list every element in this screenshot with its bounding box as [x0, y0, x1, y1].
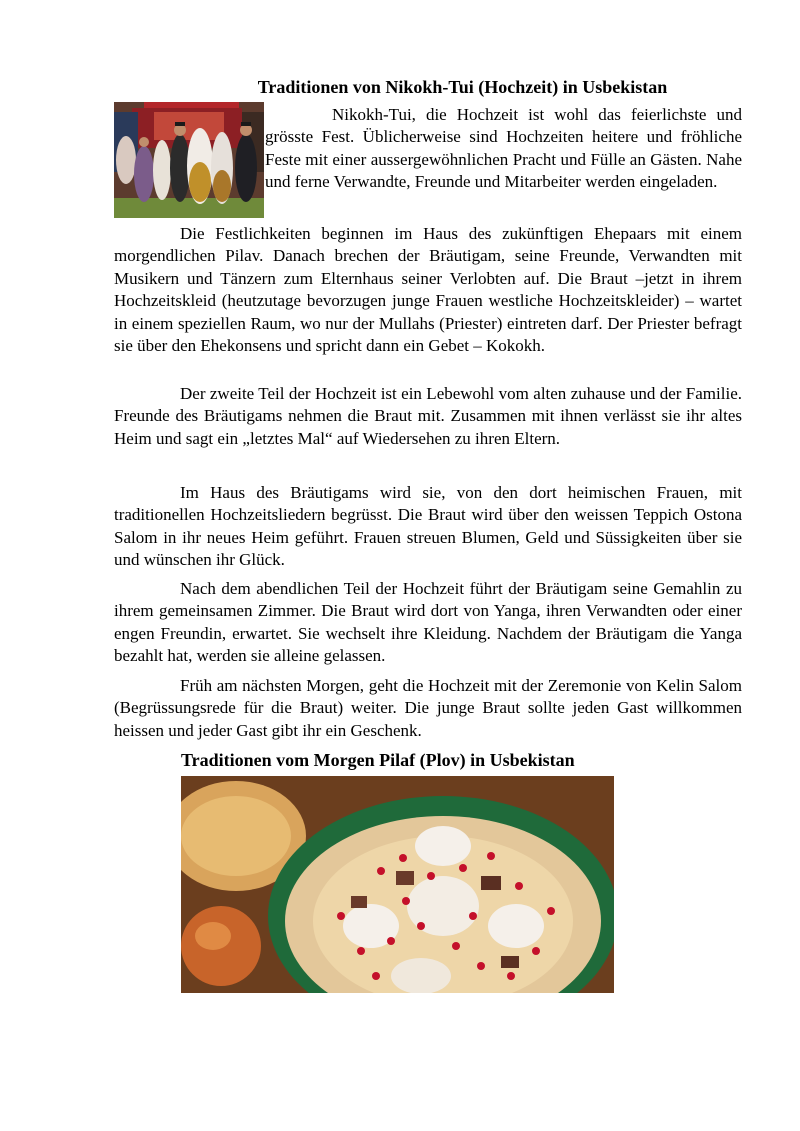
intro-paragraph: Nikokh-Tui, die Hochzeit ist wohl das feierlichste und grösste Fest. Üblicherweise sind Hochzeiten heitere und fröhliche Feste mit einer aussergewöhnlichen Pracht und Fülle an Gästen. Nahe und ferne Verwandte, Freunde und Mitarbeiter werden eingeladen. — [265, 105, 742, 192]
paragraph-farewell: Der zweite Teil der Hochzeit ist ein Lebewohl vom alten zuhause und der Familie. Freunde des Bräutigams nehmen die Braut mit. Zusammen mit ihnen verlässt sie ihr altes Heim und sagt ein „letztes Mal“ auf Wiedersehen zu ihren Eltern. — [114, 384, 742, 448]
section-title-pilaf: Traditionen vom Morgen Pilaf (Plov) in Usbekistan — [181, 750, 575, 770]
wedding-photo — [114, 102, 264, 218]
document-title: Traditionen von Nikokh-Tui (Hochzeit) in Usbekistan — [257, 77, 668, 97]
paragraph-festivities: Die Festlichkeiten beginnen im Haus des zukünftigen Ehepaars mit einem morgendlichen Pilav. Danach brechen der Bräutigam, seine Freunde, Verwandten mit Musikern und Tänzern zum Elternhaus seiner Verlobten auf. Die Braut –jetzt in ihrem Hochzeitskleid (heutzutage bevorzugen junge Frauen westliche Hochzeitskleider) – wartet in einem speziellen Raum, wo nur der Mullahs (Priester) eintreten darf. Der Priester befragt sie über den Ehekonsens und spricht dann ein Gebet – Kokokh. — [114, 224, 742, 356]
pilaf-photo — [181, 776, 614, 993]
paragraph-evening: Nach dem abendlichen Teil der Hochzeit führt der Bräutigam seine Gemahlin zu ihrem gemeinsamen Zimmer. Die Braut wird dort von Yanga, ihren Verwandten oder einer engen Freundin, erwartet. Sie wechselt ihre Kleidung. Nachdem der Bräutigam die Yanga bezahlt hat, werden sie alleine gelassen. — [114, 579, 742, 666]
paragraph-morning: Früh am nächsten Morgen, geht die Hochzeit mit der Zeremonie von Kelin Salom (Begrüssungsrede für die Braut) weiter. Die junge Braut sollte jeden Gast willkommen heissen und jeder Gast gibt ihr ein Geschenk. — [114, 676, 742, 740]
paragraph-groom-house: Im Haus des Bräutigams wird sie, von den dort heimischen Frauen, mit traditionellen Hochzeitsliedern begrüsst. Die Braut wird über den weissen Teppich Ostona Salom in ihr neues Heim geführt. Frauen streuen Blumen, Geld und Süssigkeiten über sie und wünschen ihr Glück. — [114, 483, 742, 570]
